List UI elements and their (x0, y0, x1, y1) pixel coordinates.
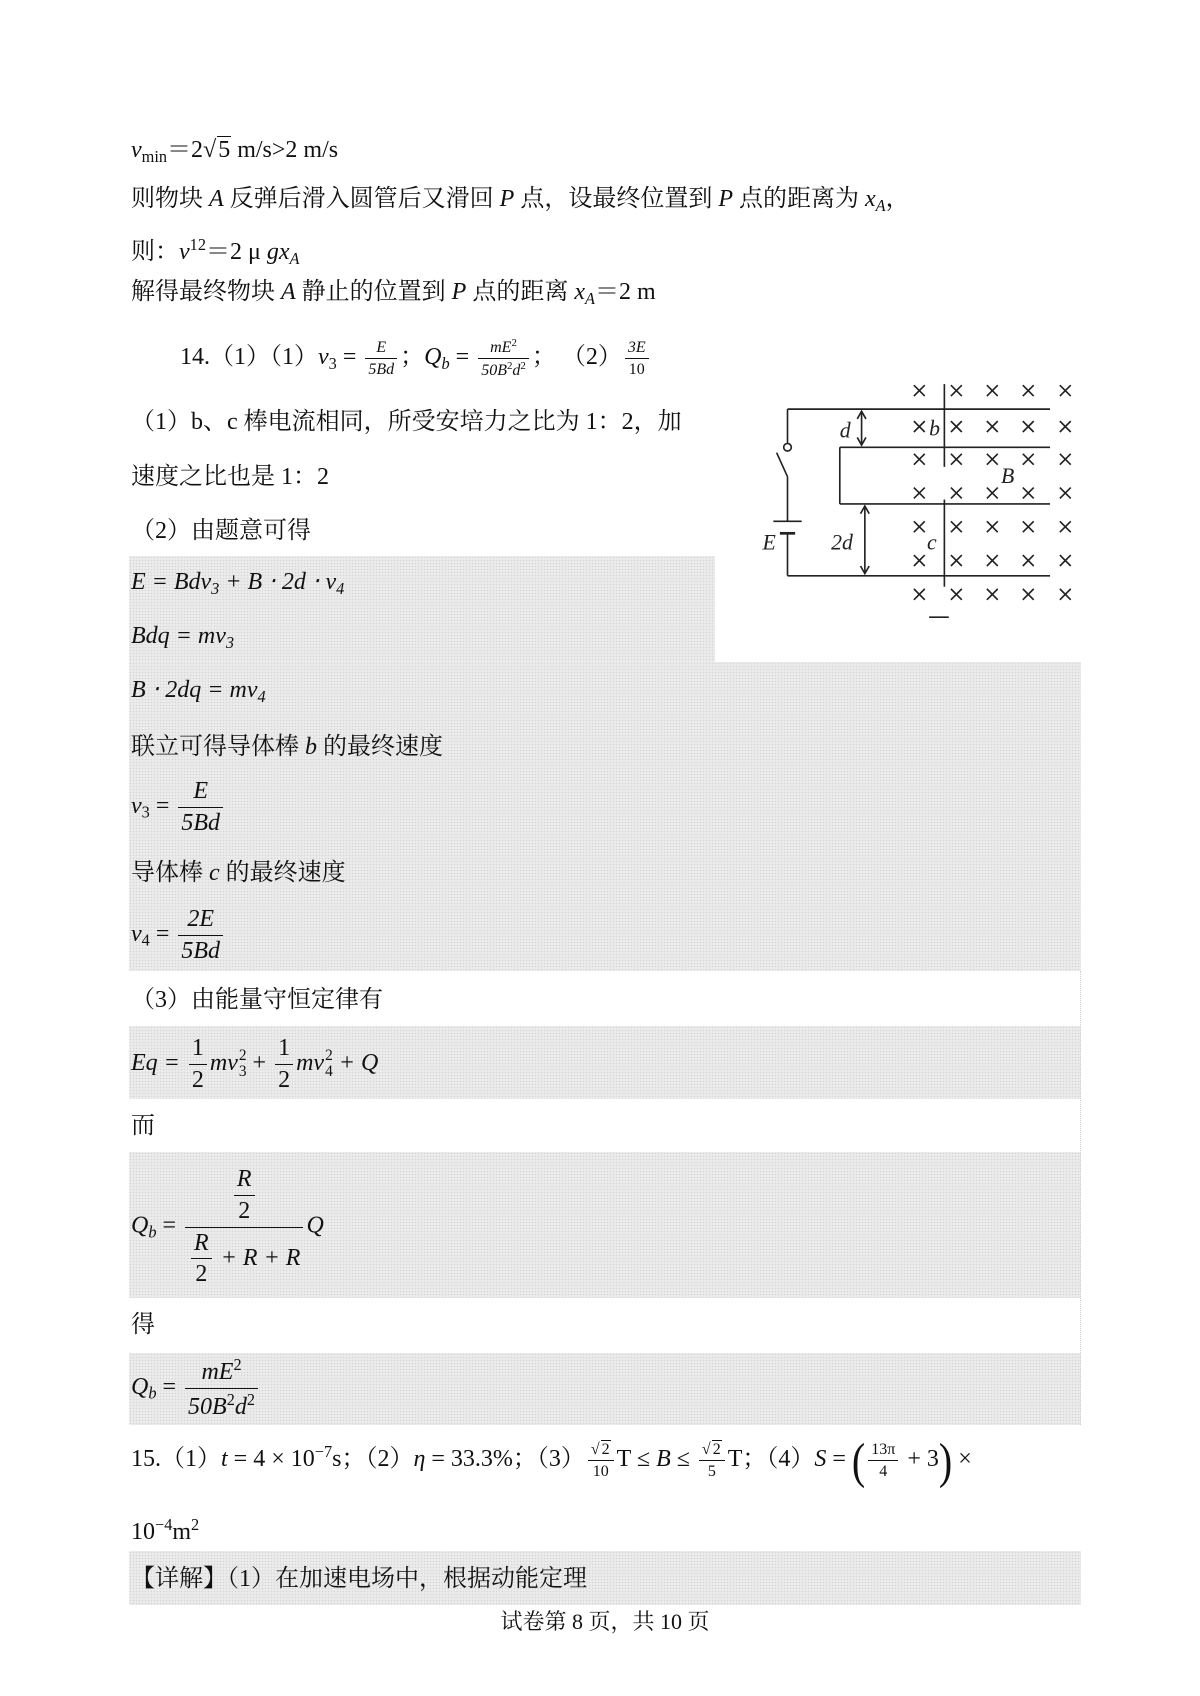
field-cross (1060, 385, 1071, 396)
fraction-denominator: 5Bd (181, 809, 221, 836)
fraction-numerator: 1 (275, 1034, 293, 1065)
shaded-formula-block (129, 662, 1081, 971)
field-cross (1023, 421, 1034, 432)
math-symbol: c (209, 860, 220, 886)
result-line (131, 276, 656, 308)
part-label: （2） (365, 1446, 414, 1473)
math-symbol: μ (247, 238, 267, 265)
math-run: E = Bdv (131, 569, 212, 595)
right-paren: ) (938, 1432, 953, 1489)
velocity-symbol: v (318, 343, 329, 370)
field-cross (1023, 521, 1034, 532)
superscript: 2 (325, 1046, 333, 1064)
sup-sub-stack (239, 1048, 247, 1080)
momentum-equation-c (131, 674, 266, 706)
text-run: 静止的位置到 (295, 279, 452, 305)
relation-line (131, 229, 300, 268)
part-label: （2） (555, 343, 622, 370)
math-symbol: 50B (481, 361, 507, 379)
math-symbol: 50B (188, 1393, 227, 1420)
part1-text: 速度之比也是 1：2 (131, 464, 329, 490)
part3-intro: （3）由能量守恒定律有 (131, 987, 383, 1013)
part2-intro: （2）由题意可得 (131, 518, 311, 544)
fraction-denominator: 5Bd (368, 360, 395, 378)
velocity-symbol: v (131, 137, 142, 163)
field-cross (987, 589, 998, 600)
math-run: = 33.3%； (425, 1446, 537, 1473)
root-sign: √ (701, 1441, 711, 1459)
velocity-symbol: v (131, 920, 142, 947)
math-symbol: t (221, 1446, 228, 1473)
answer-content (131, 1432, 972, 1489)
margin-guide (1080, 971, 1081, 1425)
rod-c-text (131, 857, 346, 889)
fraction-numerator (185, 1165, 303, 1228)
label-b: b (929, 416, 941, 441)
text-run: 解得最终物块 (131, 279, 281, 305)
math-run: ≤ (630, 1446, 657, 1473)
field-cross (987, 488, 998, 499)
velocity-symbol: v (179, 238, 190, 265)
math-run: 10 (131, 1518, 155, 1545)
subscript: 3 (141, 802, 150, 822)
fraction-numerator: 2E (178, 905, 223, 936)
answer-content (180, 336, 652, 380)
field-cross (914, 385, 925, 396)
fraction-denominator: 10 (628, 360, 645, 378)
text-run: 反弹后滑入圆管后又滑回 (223, 186, 500, 212)
subscript: 4 (325, 1063, 333, 1080)
fraction-denominator: 10 (592, 1463, 609, 1481)
question-label: 14.（1）（1） (180, 343, 318, 370)
subscript: 4 (257, 686, 266, 706)
plus-sign: + (246, 1049, 273, 1076)
text-run: 则物块 (131, 186, 209, 212)
rebound-line (131, 183, 910, 215)
part-label: （3） (536, 1446, 585, 1473)
math-run: B ⋅ 2dq = mv (131, 677, 258, 703)
math-symbol: P (499, 186, 515, 212)
math-run: Eq = (131, 1049, 186, 1076)
formula (131, 905, 226, 966)
field-cross (914, 421, 925, 432)
field-cross (987, 385, 998, 396)
emf-equation (131, 566, 344, 598)
v3-result (131, 777, 226, 837)
math-run: ≤ (670, 1446, 696, 1473)
heat-ratio-equation (131, 1162, 324, 1292)
field-cross (1060, 521, 1071, 532)
sup-sub-stack (325, 1048, 333, 1080)
fraction-denominator: 2 (238, 1197, 251, 1224)
radicand: 2 (712, 1441, 721, 1459)
momentum-equation-b (131, 620, 234, 652)
superscript: 2 (520, 359, 526, 372)
fraction-numerator: R (191, 1229, 212, 1260)
field-cross (951, 385, 962, 396)
fraction-denominator (185, 1389, 258, 1422)
math-symbol: P (718, 186, 734, 212)
energy-equation (131, 1032, 378, 1096)
math-symbol: mE (201, 1358, 234, 1385)
equals-sign: = (449, 343, 476, 370)
math-symbol: mE (490, 338, 512, 356)
equals-sign: = (149, 792, 176, 819)
fraction-numerator: R (234, 1165, 255, 1196)
math-symbol: d (234, 1393, 247, 1420)
superscript: 2 (226, 1389, 235, 1409)
fraction (478, 337, 529, 380)
fraction-numerator (588, 1440, 614, 1461)
field-cross (987, 421, 998, 432)
separator: ； (400, 343, 425, 370)
field-cross (987, 555, 998, 566)
math-run: × (952, 1446, 972, 1473)
field-cross (951, 589, 962, 600)
field-cross (951, 521, 962, 532)
fraction (588, 1440, 614, 1481)
text-run: m/s>2 m/s (231, 137, 339, 163)
superscript: 2 (191, 1515, 200, 1534)
fraction (178, 777, 223, 838)
left-paren: ( (851, 1432, 866, 1489)
circuit-figure (758, 371, 1085, 627)
subscript: 4 (336, 578, 345, 598)
fraction-numerator: 1 (189, 1034, 207, 1065)
math-symbol: Q (424, 343, 442, 370)
subscript: 3 (211, 578, 220, 598)
text-run: 的最终速度 (317, 734, 443, 760)
math-run: + Q (332, 1049, 379, 1076)
field-cross (1023, 454, 1034, 465)
part1-text: （1）b、c 棒电流相同，所受安培力之比为 1：2，加 (131, 409, 682, 435)
field-cross (1023, 488, 1034, 499)
q15-answer-line (131, 1432, 972, 1488)
field-cross (1023, 385, 1034, 396)
field-cross (951, 421, 962, 432)
fraction (699, 1440, 725, 1481)
formula (131, 1034, 378, 1095)
equals-sign: = (156, 1373, 183, 1400)
text-run: 点的距离为 (733, 186, 866, 212)
subscript: 3 (238, 1063, 247, 1080)
vmin-line (131, 134, 338, 166)
text-run: ， (885, 186, 910, 212)
fraction (191, 1229, 212, 1290)
subscript: min (141, 146, 168, 166)
field-cross (1023, 589, 1034, 600)
text-run: 的最终速度 (219, 860, 346, 886)
math-symbol: x (865, 186, 876, 212)
fraction-numerator (699, 1440, 725, 1461)
field-cross (1060, 454, 1071, 465)
fraction (185, 1355, 258, 1422)
superscript: 2 (246, 1389, 256, 1409)
fraction (178, 905, 223, 966)
text-run: 联立可得导体棒 (131, 734, 305, 760)
math-run: = 4 × 10 (227, 1446, 315, 1473)
subscript: 3 (225, 632, 234, 652)
equals-sign: = (336, 343, 363, 370)
field-cross (987, 521, 998, 532)
superscript: −7 (314, 1442, 333, 1462)
fraction (365, 338, 397, 379)
formula (131, 1165, 324, 1289)
velocity-symbol: v (131, 792, 142, 819)
label-E: E (762, 530, 776, 555)
connector-text: 得 (131, 1312, 155, 1338)
combine-text (131, 731, 443, 763)
superscript: 12 (189, 235, 206, 254)
field-cross (1060, 589, 1071, 600)
q15-answer-line-2 (131, 1509, 200, 1545)
unit: T (616, 1446, 631, 1473)
math-symbol: x (574, 279, 585, 305)
subscript: A (289, 248, 300, 268)
text-run: ＝2 m (594, 279, 656, 305)
fraction-denominator: 2 (195, 1261, 208, 1288)
part-label: （4） (766, 1446, 815, 1473)
text-run: T； (727, 1446, 767, 1473)
field-cross (1060, 421, 1071, 432)
root-sign: √ (203, 137, 217, 163)
fraction-numerator: 13π (868, 1440, 898, 1461)
math-symbol: Q (306, 1212, 324, 1239)
detail-heading: 【详解】（1）在加速电场中，根据动能定理 (131, 1566, 587, 1592)
field-cross (1023, 555, 1034, 566)
text-run: 导体棒 (131, 860, 209, 886)
v4-result (131, 905, 226, 965)
math-run: + B ⋅ 2d ⋅ v (219, 569, 337, 595)
math-run: Bdq = mv (131, 623, 226, 649)
superscript: 2 (506, 359, 513, 372)
field-cross (951, 555, 962, 566)
page-footer: 试卷第 8 页，共 10 页 (500, 1609, 710, 1634)
field-cross (914, 555, 925, 566)
shaded-formula-block (129, 1353, 1081, 1425)
math-symbol: A (209, 186, 224, 212)
fraction (185, 1165, 303, 1289)
text-run: s； (332, 1446, 366, 1473)
math-symbol: S (814, 1446, 827, 1473)
fraction-numerator: 3E (625, 338, 649, 359)
subscript: b (441, 353, 450, 373)
fraction (275, 1034, 293, 1095)
fraction-denominator: 2 (278, 1066, 291, 1093)
switch-blade (777, 453, 788, 477)
fraction-numerator (478, 337, 529, 359)
label-2d: 2d (831, 530, 853, 555)
math-symbol: P (451, 279, 467, 305)
subscript: b (148, 1222, 157, 1242)
subscript: 4 (141, 930, 150, 950)
switch-contact (784, 443, 792, 451)
math-run: + R + R (214, 1244, 301, 1271)
field-cross (1060, 488, 1071, 499)
math-run: + 3 (901, 1446, 939, 1473)
fraction-numerator (185, 1355, 258, 1389)
subscript: 3 (328, 353, 337, 373)
formula (131, 1355, 261, 1422)
superscript: −4 (155, 1515, 173, 1534)
fraction-denominator: 4 (879, 1463, 888, 1481)
math-symbol: η (413, 1446, 426, 1473)
math-symbol: Q (131, 1212, 149, 1239)
field-cross (914, 488, 925, 499)
label-field-B: B (1001, 464, 1015, 489)
text-run: 则： (131, 238, 179, 265)
field-cross (1060, 555, 1071, 566)
text-run: ＝2 (205, 238, 248, 265)
field-cross (914, 589, 925, 600)
label-d: d (839, 418, 851, 443)
fraction-numerator: E (365, 338, 397, 359)
text-run: 点，设最终位置到 (514, 186, 719, 212)
math-symbol: b (305, 734, 317, 760)
text-run: 点的距离 (466, 279, 575, 305)
equals-sign: = (156, 1212, 183, 1239)
fraction (625, 338, 649, 379)
field-cross (914, 454, 925, 465)
fraction-denominator: 5 (707, 1463, 716, 1481)
math-symbol: B (656, 1446, 671, 1473)
math-symbol: gx (266, 238, 290, 265)
qb-result (131, 1356, 261, 1420)
question-label: 15.（1） (131, 1446, 221, 1473)
equals-sign: = (826, 1446, 852, 1473)
superscript: 2 (511, 336, 517, 349)
radicand: 5 (218, 137, 231, 163)
math-symbol: Q (131, 1373, 149, 1400)
root-sign: √ (590, 1441, 600, 1459)
fraction (868, 1440, 898, 1481)
subscript: A (585, 288, 595, 308)
superscript: 2 (233, 1354, 242, 1374)
label-c: c (926, 530, 937, 555)
connector-text: 而 (131, 1113, 155, 1139)
formula (131, 777, 226, 838)
field-cross (987, 454, 998, 465)
fraction-denominator (185, 1228, 303, 1290)
field-cross (951, 488, 962, 499)
fraction (234, 1165, 255, 1226)
text-run: ＝2 (167, 137, 204, 163)
radicand: 2 (601, 1441, 610, 1459)
unit: m (172, 1518, 192, 1545)
fraction-numerator: E (178, 777, 223, 808)
q14-answer-line (180, 334, 652, 382)
fraction-denominator (478, 359, 529, 380)
subscript: b (148, 1383, 157, 1403)
field-cross (914, 521, 925, 532)
math-symbol: d (512, 361, 521, 379)
math-symbol: A (281, 279, 296, 305)
superscript: 2 (238, 1046, 247, 1064)
field-cross (951, 454, 962, 465)
fraction (189, 1034, 207, 1095)
math-run: mv (296, 1049, 325, 1076)
subscript: A (875, 195, 886, 215)
separator: ； (531, 343, 556, 370)
equals-sign: = (149, 920, 176, 947)
fraction-denominator: 2 (191, 1066, 204, 1093)
fraction-denominator: 5Bd (181, 937, 221, 964)
math-run: mv (209, 1049, 238, 1076)
